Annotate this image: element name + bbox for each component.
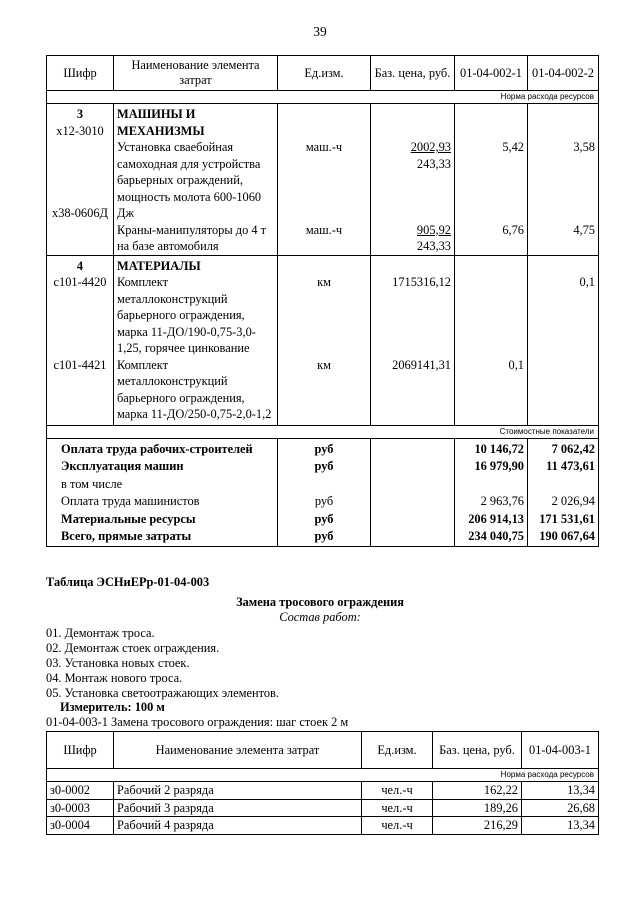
work-item: 05. Установка светоотражающих элементов. [46,686,279,700]
unit: км [317,275,331,289]
norm-cell-1 [455,104,528,256]
norm-value: 0,1 [579,275,595,289]
table-row [47,782,599,800]
header-col-1: 01-04-002-1 [455,56,528,91]
norm-row [47,769,599,782]
base-price: 189,26 [433,799,522,817]
total-unit: руб [314,459,334,473]
code: с101-4420 [53,275,107,289]
total-value: 16 979,90 [474,459,524,473]
total-unit: руб [314,511,334,526]
table-row [47,817,599,835]
total-value: 7 062,42 [551,441,595,456]
machinist-price: 243,33 [416,239,451,253]
measure-unit: Измеритель: 100 м [60,700,165,714]
section-number: 4 [76,258,84,273]
section-heading: Замена тросового ограждения [236,595,404,609]
total-unit: руб [314,441,334,456]
unit: чел.-ч [362,782,433,800]
resource-table-01-04-002 [46,55,599,547]
totals-col-2 [528,438,599,546]
section-code-cell [47,104,114,256]
norm-value: 4,75 [573,222,595,237]
resource-table-01-04-003 [46,731,599,835]
machinist-price: 243,33 [416,156,451,171]
header-col-2: 01-04-002-2 [528,56,599,91]
base-price: 216,29 [433,817,522,835]
item-name: Комплект металлоконструкций барьерного ограждения, марка 11-ДО/190-0,75-3,0-1,25, горячее цинкование [117,275,256,355]
cost-label-row [47,425,599,438]
work-item: 01. Демонтаж троса. [46,626,155,640]
code: х12-3010 [56,123,104,138]
section-title: МАШИНЫ И МЕХАНИЗМЫ [117,107,205,138]
totals-col-1 [455,438,528,546]
unit: маш.-ч [305,222,343,237]
norm-value: 26,68 [522,799,599,817]
norm-value: 13,34 [522,817,599,835]
norm-value: 5,42 [502,140,524,154]
unit: маш.-ч [305,140,343,154]
header-price: Баз. цена, руб. [371,56,455,91]
total-value: 11 473,61 [546,459,595,473]
item-name: Рабочий 2 разряда [114,782,362,800]
header-price: Баз. цена, руб. [433,732,522,769]
section-name-cell [114,255,278,425]
header-col-1: 01-04-003-1 [522,732,599,769]
section-subheading: Состав работ: [279,610,361,624]
work-item: 03. Установка новых стоек. [46,656,190,670]
code: з0-0002 [47,782,114,800]
total-value: 10 146,72 [474,441,524,456]
total-value: 234 040,75 [468,529,524,543]
norm-value: 6,76 [502,222,524,237]
item-name: Рабочий 3 разряда [114,799,362,817]
unit: чел.-ч [362,799,433,817]
norm-cell-2 [528,255,599,425]
norm-label: Норма расхода ресурсов [47,769,599,782]
item-title: 01-04-003-1 Замена тросового ограждения: шаг стоек 2 м [46,715,349,729]
unit: чел.-ч [362,817,433,835]
totals-units [278,438,371,546]
item-name: Комплект металлоконструкций барьерного ограждения, марка 11-ДО/250-0,75-2,0-1,2 [117,357,272,421]
table-row [47,799,599,817]
base-price: 905,92 [416,222,451,237]
total-name: Оплата труда машинистов [61,494,200,508]
header-name: Наименование элемента затрат [114,732,362,769]
total-value: 171 531,61 [539,511,595,526]
norm-label: Норма расхода ресурсов [47,91,599,104]
base-price: 2002,93 [410,140,451,154]
section-machines [47,104,599,256]
unit: км [317,357,331,372]
price-cell [371,104,455,256]
base-price: 162,22 [433,782,522,800]
table-header-row [47,56,599,91]
work-item: 02. Демонтаж стоек ограждения. [46,641,220,655]
totals-names [47,438,278,546]
norm-cell-1 [455,255,528,425]
page-number: 39 [313,24,327,39]
item-name: Рабочий 4 разряда [114,817,362,835]
unit-cell [278,255,371,425]
total-value: 190 067,64 [539,529,595,543]
norm-value: 0,1 [508,357,524,372]
totals-block [47,438,599,546]
total-name: в том числе [61,476,123,491]
norm-value: 3,58 [573,140,595,154]
total-name: Материальные ресурсы [61,511,196,526]
header-unit: Ед.изм. [278,56,371,91]
base-price: 2069141,31 [392,357,451,372]
norm-row [47,91,599,104]
total-unit: руб [314,494,334,508]
code: з0-0004 [47,817,114,835]
total-name: Эксплуатация машин [61,459,184,473]
table-title: Таблица ЭСНиЕРр-01-04-003 [46,575,210,589]
header-name: Наименование элемента затрат [114,56,278,91]
total-unit: руб [314,529,334,543]
total-name: Оплата труда рабочих-строителей [61,441,253,456]
work-item: 04. Монтаж нового троса. [46,671,183,685]
code: х38-0606Д [52,206,108,220]
item-name: Установка сваебойная самоходная для устройства барьерных ограждений, мощность молота 600-1060 Дж [117,140,262,220]
total-value: 206 914,13 [468,511,524,526]
total-name: Всего, прямые затраты [61,529,192,543]
section-number: 3 [76,107,84,121]
total-value: 2 963,76 [480,494,524,508]
header-unit: Ед.изм. [362,732,433,769]
total-value: 2 026,94 [551,494,595,508]
section-materials [47,255,599,425]
item-name: Краны-манипуляторы до 4 т на базе автомобиля [117,222,267,253]
section-title: МАТЕРИАЛЫ [117,258,201,273]
totals-empty [371,438,455,546]
norm-cell-2 [528,104,599,256]
code: с101-4421 [53,357,107,372]
header-code: Шифр [47,732,114,769]
norm-value: 13,34 [522,782,599,800]
header-code: Шифр [47,56,114,91]
price-cell [371,255,455,425]
section-name-cell [114,104,278,256]
unit-cell [278,104,371,256]
base-price: 1715316,12 [392,275,451,289]
cost-label: Стоимостные показатели [47,425,599,438]
table-header-row [47,732,599,769]
code: з0-0003 [47,799,114,817]
section-code-cell [47,255,114,425]
